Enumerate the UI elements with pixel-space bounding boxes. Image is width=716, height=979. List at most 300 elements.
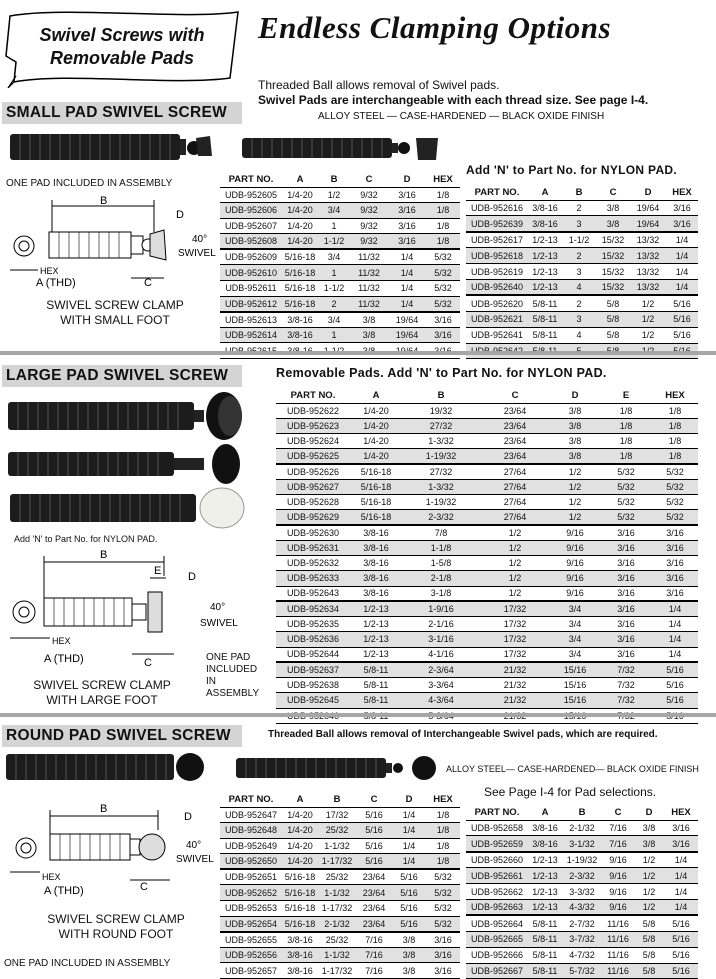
table-cell: 25/32 <box>318 823 356 839</box>
table-cell: UDB-952638 <box>276 678 350 693</box>
table-cell: 1/2 <box>480 525 550 540</box>
table-cell: 2-3/32 <box>562 868 602 884</box>
table-row <box>220 932 460 948</box>
column-header: A <box>350 388 402 403</box>
svg-text:SWIVEL: SWIVEL <box>200 618 238 629</box>
table-cell: 3/8-16 <box>282 963 318 979</box>
table-cell: UDB-952607 <box>220 218 282 234</box>
table-cell: UDB-952665 <box>466 931 528 947</box>
table-cell: UDB-952653 <box>220 901 282 917</box>
table-cell: 17/32 <box>480 632 550 647</box>
table-cell: 1/8 <box>652 418 698 433</box>
table-cell: UDB-952619 <box>466 264 528 280</box>
table-cell: 4 <box>562 327 596 343</box>
table-cell: 7/16 <box>602 820 634 836</box>
table-cell: 1/4 <box>652 617 698 632</box>
column-header: C <box>596 185 630 200</box>
table-cell: UDB-952624 <box>276 434 350 449</box>
svg-text:E: E <box>154 565 162 577</box>
table-cell: 1/2-13 <box>528 884 562 900</box>
column-header: A <box>282 792 318 807</box>
table-cell: 7/16 <box>356 947 392 963</box>
table-cell: 11/32 <box>350 265 388 281</box>
table-row <box>466 852 698 868</box>
column-header: PART NO. <box>466 805 528 820</box>
table-cell: 5/8 <box>634 915 664 931</box>
section-header-round: ROUND PAD SWIVEL SCREW <box>2 725 242 747</box>
table-row <box>466 836 698 852</box>
table-cell: 1-19/32 <box>562 852 602 868</box>
table-cell: 5/32 <box>600 479 652 494</box>
table-cell: 1/2-13 <box>350 617 402 632</box>
table-cell: UDB-952606 <box>220 203 282 219</box>
table-cell: 1-1/32 <box>318 885 356 901</box>
svg-text:D: D <box>184 811 192 823</box>
table-cell: 1/2 <box>630 311 666 327</box>
table-cell: 3/8 <box>634 836 664 852</box>
table-cell: 1/8 <box>426 854 460 870</box>
table-cell: 27/32 <box>402 418 480 433</box>
table-cell: 3/16 <box>426 312 460 328</box>
table-row <box>466 264 698 280</box>
table-cell: 1/2 <box>550 495 600 510</box>
table-cell: 3-3/64 <box>402 678 480 693</box>
table-cell: 1-19/32 <box>402 495 480 510</box>
table-cell: 1/4 <box>388 281 426 297</box>
table-cell: 1-19/32 <box>402 449 480 464</box>
table-cell: 5/8 <box>634 931 664 947</box>
table-cell: 1-1/2 <box>318 281 350 297</box>
table-cell: 3/16 <box>600 556 652 571</box>
table-cell: 5/16 <box>356 854 392 870</box>
intro-finish: ALLOY STEEL — CASE-HARDENED — BLACK OXIDE FINISH <box>318 111 605 122</box>
table-row <box>220 963 460 979</box>
table-cell: 3/8-16 <box>528 836 562 852</box>
table-cell: 7/16 <box>356 932 392 948</box>
table-cell: 5/16-18 <box>282 916 318 932</box>
table-cell: 9/32 <box>350 218 388 234</box>
table-cell: 5/32 <box>426 885 460 901</box>
table-cell: 9/32 <box>350 203 388 219</box>
table-cell: UDB-952640 <box>466 279 528 295</box>
table-row <box>276 617 698 632</box>
table-cell: 5/8-11 <box>528 915 562 931</box>
table-cell: 1/4 <box>652 601 698 616</box>
column-header: PART NO. <box>220 792 282 807</box>
large-caption: SWIVEL SCREW CLAMP WITH LARGE FOOT <box>33 678 171 707</box>
table-cell: UDB-952613 <box>220 312 282 328</box>
table-row <box>276 479 698 494</box>
table-cell: 7/32 <box>600 678 652 693</box>
table-cell: 3/8 <box>392 963 426 979</box>
table-cell: 5/16 <box>652 693 698 708</box>
table-cell: 3 <box>562 216 596 232</box>
table-cell: 9/32 <box>350 187 388 203</box>
table-cell: 5/8 <box>596 327 630 343</box>
table-cell: 3 <box>562 264 596 280</box>
column-header: A <box>282 172 318 187</box>
table-row <box>276 571 698 586</box>
table-cell: UDB-952614 <box>220 327 282 343</box>
table-cell: 3/8-16 <box>350 540 402 555</box>
table-cell: 2 <box>562 200 596 216</box>
table-cell: 1/8 <box>426 838 460 854</box>
table-row <box>220 901 460 917</box>
table-cell: 3-7/32 <box>562 931 602 947</box>
table-cell: 5/16-18 <box>282 296 318 312</box>
small-dim-b: B <box>100 195 108 207</box>
table-cell: 9/16 <box>550 556 600 571</box>
table-cell: UDB-952609 <box>220 249 282 265</box>
table-cell: 11/32 <box>350 249 388 265</box>
table-cell: 15/16 <box>550 678 600 693</box>
table-row <box>220 854 460 870</box>
table-cell: 3/4 <box>550 647 600 662</box>
table-cell: UDB-952662 <box>466 884 528 900</box>
table-cell: 1/4-20 <box>282 854 318 870</box>
table-cell: 1/4 <box>666 248 698 264</box>
table-cell: 3/16 <box>600 525 652 540</box>
table-cell: 3/8 <box>550 418 600 433</box>
table-cell: 5/8-11 <box>528 311 562 327</box>
table-cell: 1/2 <box>634 852 664 868</box>
table-cell: 13/32 <box>630 248 666 264</box>
table-row <box>220 869 460 885</box>
table-cell: 23/64 <box>356 916 392 932</box>
table-cell: 5/16 <box>356 823 392 839</box>
table-cell: 5/16-18 <box>350 464 402 479</box>
intro-line-1: Threaded Ball allows removal of Swivel pads. <box>258 78 500 92</box>
table-cell: 1/4 <box>392 807 426 823</box>
table-cell: 1-1/32 <box>318 838 356 854</box>
table-row <box>220 187 460 203</box>
table-cell: 19/32 <box>402 403 480 418</box>
table-cell: 5/32 <box>426 249 460 265</box>
table-row <box>276 647 698 662</box>
table-cell: 1/4-20 <box>282 203 318 219</box>
table-row <box>220 234 460 250</box>
divider-1 <box>0 351 716 355</box>
table-row <box>276 556 698 571</box>
svg-text:C: C <box>144 277 152 289</box>
table-cell: 3/16 <box>666 216 698 232</box>
table-cell: 5/16 <box>666 295 698 311</box>
table-row <box>220 203 460 219</box>
column-header: C <box>350 172 388 187</box>
table-cell: 5/16 <box>664 947 698 963</box>
table-cell: 3-1/32 <box>562 836 602 852</box>
table-cell: 9/16 <box>550 586 600 601</box>
table-cell: 3/8 <box>596 216 630 232</box>
table-cell: 3/16 <box>388 234 426 250</box>
table-row <box>276 449 698 464</box>
table-cell: UDB-952621 <box>466 311 528 327</box>
table-cell: 3/8-16 <box>350 571 402 586</box>
table-cell: 5/16 <box>652 678 698 693</box>
table-cell: 3/8 <box>634 820 664 836</box>
table-cell: 5/32 <box>652 495 698 510</box>
table-row <box>276 632 698 647</box>
table-cell: 11/16 <box>602 931 634 947</box>
table-cell: 1/2 <box>550 479 600 494</box>
svg-text:C: C <box>144 657 152 669</box>
table-cell: 19/64 <box>388 327 426 343</box>
svg-text:A (THD): A (THD) <box>36 277 76 289</box>
column-header: A <box>528 185 562 200</box>
table-row <box>220 218 460 234</box>
svg-text:B: B <box>100 803 108 815</box>
table-cell: 1/4 <box>664 899 698 915</box>
table-cell: 3/8 <box>550 434 600 449</box>
table-cell: UDB-952625 <box>276 449 350 464</box>
table-cell: 1-1/8 <box>402 540 480 555</box>
table-cell: 1/2-13 <box>528 264 562 280</box>
table-cell: 1-1/2 <box>318 234 350 250</box>
table-cell: 23/64 <box>480 418 550 433</box>
table-row <box>220 281 460 297</box>
table-cell: 23/64 <box>356 885 392 901</box>
table-cell: UDB-952645 <box>276 693 350 708</box>
table-cell: 3/8-16 <box>282 327 318 343</box>
small-pad-table-2 <box>466 185 698 359</box>
table-cell: 1/2 <box>480 556 550 571</box>
table-cell: 1/8 <box>426 823 460 839</box>
round-screw-photos <box>4 750 444 786</box>
svg-text:A (THD): A (THD) <box>44 653 84 665</box>
table-cell: 1/2-13 <box>528 852 562 868</box>
table-cell: UDB-952611 <box>220 281 282 297</box>
table-cell: UDB-952617 <box>466 232 528 248</box>
table-cell: 1/4 <box>388 296 426 312</box>
table-cell: 1/8 <box>652 449 698 464</box>
table-cell: UDB-952648 <box>220 823 282 839</box>
table-cell: 21/32 <box>480 678 550 693</box>
table-cell: UDB-952635 <box>276 617 350 632</box>
table-cell: 5/32 <box>426 916 460 932</box>
table-cell: 11/16 <box>602 915 634 931</box>
table-cell: 5/8-11 <box>528 947 562 963</box>
table-cell: UDB-952634 <box>276 601 350 616</box>
table-row <box>276 510 698 525</box>
table-cell: 5/8-11 <box>350 678 402 693</box>
table-cell: 7/16 <box>356 963 392 979</box>
column-header: PART NO. <box>220 172 282 187</box>
table-cell: 5/16-18 <box>282 249 318 265</box>
table-cell: UDB-952644 <box>276 647 350 662</box>
svg-text:SWIVEL: SWIVEL <box>178 248 216 259</box>
table-cell: 1/4 <box>666 232 698 248</box>
table-cell: UDB-952657 <box>220 963 282 979</box>
table-row <box>466 327 698 343</box>
table-cell: 3/8 <box>596 200 630 216</box>
round-pad-table-1 <box>220 792 460 979</box>
table-cell: 2 <box>562 295 596 311</box>
table-cell: 19/64 <box>388 312 426 328</box>
table-cell: UDB-952628 <box>276 495 350 510</box>
intro-line-2: Swivel Pads are interchangeable with each thread size. See page I-4. <box>258 93 649 107</box>
table-cell: 5/32 <box>652 510 698 525</box>
table-cell: 15/32 <box>596 232 630 248</box>
large-note: Removable Pads. Add 'N' to Part No. for NYLON PAD. <box>276 366 607 380</box>
table-cell: 3/4 <box>318 249 350 265</box>
table-cell: 3/16 <box>600 540 652 555</box>
table-cell: 23/64 <box>480 434 550 449</box>
table-cell: UDB-952660 <box>466 852 528 868</box>
table-cell: UDB-952643 <box>276 586 350 601</box>
table-cell: 5/32 <box>652 464 698 479</box>
section-header-small: SMALL PAD SWIVEL SCREW <box>2 102 242 124</box>
table-row <box>276 434 698 449</box>
table-row <box>466 232 698 248</box>
table-cell: 1/4 <box>666 279 698 295</box>
table-cell: 1/2-13 <box>528 279 562 295</box>
svg-text:C: C <box>140 881 148 893</box>
svg-text:D: D <box>176 209 184 221</box>
table-cell: 3/8 <box>392 932 426 948</box>
table-cell: 15/16 <box>550 693 600 708</box>
table-cell: 1-1/2 <box>562 232 596 248</box>
large-screw-photos <box>6 390 246 536</box>
table-cell: 4 <box>562 279 596 295</box>
banner-title: Swivel Screws with Removable Pads <box>39 25 205 68</box>
large-pad-table <box>276 388 698 724</box>
table-cell: 1/4-20 <box>350 403 402 418</box>
table-cell: 5/8-11 <box>528 931 562 947</box>
table-cell: 1/2 <box>634 899 664 915</box>
table-cell: 19/64 <box>630 200 666 216</box>
table-cell: 5/16-18 <box>282 901 318 917</box>
table-cell: 4-3/32 <box>562 899 602 915</box>
table-cell: UDB-952632 <box>276 556 350 571</box>
table-row <box>220 327 460 343</box>
table-cell: 5/8 <box>634 947 664 963</box>
table-cell: 3/4 <box>318 312 350 328</box>
table-row <box>276 693 698 708</box>
table-cell: 1 <box>318 265 350 281</box>
table-cell: 1-5/8 <box>402 556 480 571</box>
table-row <box>466 947 698 963</box>
round-see-page: See Page I-4 for Pad selections. <box>484 785 657 799</box>
table-cell: 5/32 <box>426 869 460 885</box>
column-header: PART NO. <box>276 388 350 403</box>
table-cell: 1/4 <box>652 647 698 662</box>
table-cell: 7/8 <box>402 525 480 540</box>
column-header: HEX <box>664 805 698 820</box>
small-pad-table-1 <box>220 172 460 359</box>
table-cell: 4-3/64 <box>402 693 480 708</box>
table-cell: 1/2 <box>634 868 664 884</box>
table-cell: UDB-952651 <box>220 869 282 885</box>
table-cell: 5/16-18 <box>350 510 402 525</box>
table-cell: 1/8 <box>600 418 652 433</box>
table-cell: 7/16 <box>602 836 634 852</box>
table-row <box>276 586 698 601</box>
table-cell: 27/64 <box>480 464 550 479</box>
table-row <box>276 403 698 418</box>
round-pad-diagram <box>4 800 222 900</box>
column-header: A <box>528 805 562 820</box>
table-cell: 9/16 <box>602 868 634 884</box>
table-cell: 1-9/16 <box>402 601 480 616</box>
table-cell: 5/16 <box>664 963 698 979</box>
table-cell: UDB-952659 <box>466 836 528 852</box>
column-header: B <box>562 805 602 820</box>
table-cell: 2 <box>318 296 350 312</box>
table-cell: 5/32 <box>600 495 652 510</box>
table-cell: 1/4 <box>388 265 426 281</box>
table-cell: 3 <box>562 311 596 327</box>
table-cell: 1/4-20 <box>282 838 318 854</box>
table-cell: 3-3/32 <box>562 884 602 900</box>
column-header: HEX <box>666 185 698 200</box>
table-cell: 3/8 <box>350 327 388 343</box>
column-header: D <box>634 805 664 820</box>
svg-text:40°: 40° <box>186 840 202 851</box>
table-cell: 1/4 <box>666 264 698 280</box>
table-cell: 1/4-20 <box>282 234 318 250</box>
table-cell: 3/8 <box>550 449 600 464</box>
table-cell: 3/8-16 <box>528 200 562 216</box>
table-cell: 5/16-18 <box>350 495 402 510</box>
table-cell: 3/8 <box>350 312 388 328</box>
table-cell: UDB-952605 <box>220 187 282 203</box>
table-cell: 21/32 <box>480 693 550 708</box>
table-cell: 5/32 <box>426 281 460 297</box>
table-cell: 3/16 <box>652 525 698 540</box>
table-cell: UDB-952620 <box>466 295 528 311</box>
table-row <box>466 311 698 327</box>
table-cell: UDB-952618 <box>466 248 528 264</box>
table-cell: 1/8 <box>600 449 652 464</box>
table-cell: UDB-952616 <box>466 200 528 216</box>
table-cell: UDB-952667 <box>466 963 528 979</box>
table-cell: 3/8-16 <box>350 556 402 571</box>
table-cell: 3/16 <box>600 617 652 632</box>
column-header: D <box>630 185 666 200</box>
divider-2 <box>0 713 716 717</box>
table-cell: 3/8-16 <box>528 216 562 232</box>
table-cell: 3/16 <box>652 571 698 586</box>
table-row <box>220 823 460 839</box>
small-pad-diagram <box>4 190 218 292</box>
table-cell: 17/32 <box>480 601 550 616</box>
table-cell: 3/16 <box>664 820 698 836</box>
table-cell: 3/4 <box>550 617 600 632</box>
table-cell: 1/2 <box>630 295 666 311</box>
table-cell: 17/32 <box>480 617 550 632</box>
table-cell: 3/16 <box>652 556 698 571</box>
column-header: B <box>318 172 350 187</box>
table-row <box>466 868 698 884</box>
table-cell: 4-7/32 <box>562 947 602 963</box>
table-cell: 1/4 <box>392 823 426 839</box>
table-cell: 5/16-18 <box>282 281 318 297</box>
table-cell: 11/32 <box>350 296 388 312</box>
table-cell: 5/32 <box>652 479 698 494</box>
table-cell: 2-1/32 <box>562 820 602 836</box>
table-row <box>220 947 460 963</box>
table-cell: UDB-952647 <box>220 807 282 823</box>
table-cell: 1/8 <box>600 434 652 449</box>
table-cell: 17/32 <box>318 807 356 823</box>
table-cell: 13/32 <box>630 232 666 248</box>
table-row <box>466 295 698 311</box>
large-nylon-photo-note: Add 'N' to Part No. for NYLON PAD. <box>14 534 158 544</box>
round-pad-table-2 <box>466 805 698 979</box>
table-cell: 1/4 <box>392 854 426 870</box>
column-header: C <box>356 792 392 807</box>
table-cell: 1/2-13 <box>528 232 562 248</box>
